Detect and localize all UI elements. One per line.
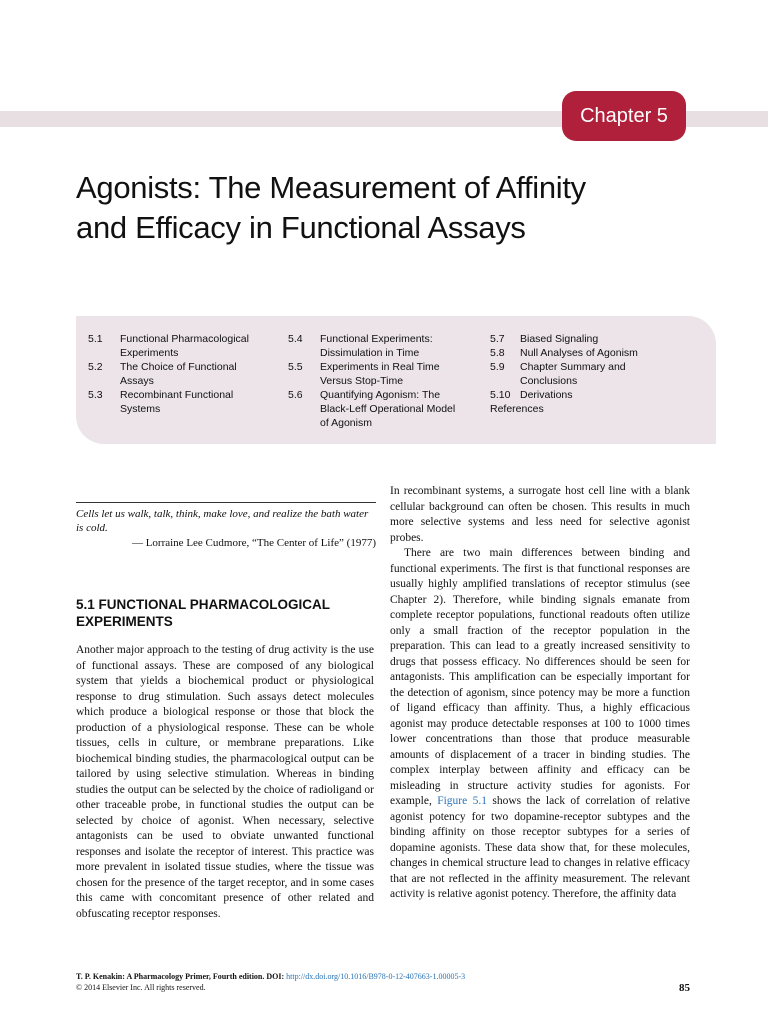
- toc-item[interactable]: [288, 360, 464, 388]
- left-column: [76, 643, 374, 922]
- toc-number: 5.1: [88, 333, 103, 345]
- toc-label: Biased Signaling: [520, 333, 599, 345]
- section-heading: 5.1 FUNCTIONAL PHARMACOLOGICAL EXPERIMENTS: [76, 597, 330, 629]
- toc-item[interactable]: [490, 332, 666, 346]
- toc-label: References: [490, 403, 544, 415]
- toc-item[interactable]: [490, 346, 666, 360]
- toc-item[interactable]: [288, 388, 464, 430]
- epigraph: [76, 502, 376, 550]
- epigraph-quote: Cells let us walk, talk, think, make love, and realize the bath water is cold.: [76, 508, 369, 534]
- toc-label: The Choice of Functional Assays: [120, 361, 237, 387]
- toc-column-1: [88, 332, 258, 416]
- toc-number: 5.7: [490, 333, 505, 345]
- paragraph-text: There are two main differences between binding and functional experiments. The first is that functional responses are usually highly amplified translations of receptor stimulus (see Chapter 2). Therefore, while binding signals emanate from complete receptor populations, functional readouts often utilize only a small fraction of the receptor population in the preparation. This can lead to a greatly increased sensitivity to drugs that possess efficacy. No differences should be seen for antagonists. This amplification can be especially important for the detection of agonism, since potency may be more a function of ligand efficacy than affinity. Thus, a highly efficacious agonist may produce detectable responses at 100 to 1000 times lower concentrations than those that produce measurable amounts of displacement of a tracer in binding studies. The complex interplay between affinity and efficacy can be misleading in structure activity studies for agonists. For example,: [390, 547, 690, 807]
- body-paragraph: In recombinant systems, a surrogate host cell line with a blank cellular background can often be chosen. This results in much more selective systems and less need for selective agonist probes.: [390, 485, 690, 544]
- chapter-tab: [562, 91, 686, 141]
- toc-label: Derivations: [520, 389, 573, 401]
- toc-number: 5.2: [88, 361, 103, 373]
- body-paragraph: [390, 546, 690, 903]
- citation-line: [76, 971, 690, 982]
- epigraph-attribution: — Lorraine Lee Cudmore, “The Center of Life” (1977): [131, 537, 376, 549]
- toc-item[interactable]: [88, 332, 258, 360]
- toc-item-references[interactable]: [490, 402, 666, 416]
- page-footer: [76, 971, 690, 993]
- title-line-2: and Efficacy in Functional Assays: [76, 210, 526, 245]
- toc-number: 5.3: [88, 389, 103, 401]
- title-line-1: Agonists: The Measurement of Affinity: [76, 170, 586, 205]
- toc-label: Functional Experiments: Dissimulation in Time: [320, 333, 433, 359]
- toc-item[interactable]: [88, 388, 258, 416]
- toc-number: 5.10: [490, 389, 511, 401]
- toc-label: Quantifying Agonism: The Black-Leff Operational Model of Agonism: [320, 389, 456, 429]
- toc-item[interactable]: [490, 360, 666, 388]
- doi-link[interactable]: http://dx.doi.org/10.1016/B978-0-12-407663-1.00005-3: [286, 972, 466, 981]
- toc-number: 5.4: [288, 333, 303, 345]
- body-paragraph: Another major approach to the testing of drug activity is the use of functional assays. These are composed of any biological system that yields a biochemical product or physiological response to drug stimulation. Such assays detect molecules which produce a biological response or those that block the production of a physiological response. These can be whole tissues, cells in culture, or membrane preparations. Like biochemical binding studies, the pharmacological output can be tailored by using selective stimulation. Whereas in binding studies the output can be selected by the choice of radioligand or other traceable probe, in functional studies the output can be selected by choice of agonist. When necessary, selective antagonists can be used to obviate unwanted functional responses and isolate the receptor of interest. This practice was more prevalent in isolated tissue studies, where the tissue was chosen for the presence of the target receptor, and in some cases this came with concomitant presence of other related and obfuscating receptor responses.: [76, 644, 374, 920]
- citation-text: T. P. Kenakin: A Pharmacology Primer, Fourth edition. DOI:: [76, 972, 287, 981]
- figure-link[interactable]: Figure 5.1: [437, 795, 487, 807]
- toc-number: 5.8: [490, 347, 505, 359]
- paragraph-text: shows the lack of correlation of relative agonist potency for two dopamine-receptor subtypes and the binding affinity on those receptor subtypes for a series of dopamine agonists. These data show that, for these molecules, changes in chemical structure lead to changes in relative efficacy that are not reflected in the affinity measurement. The relevant activity is relative agonist potency. Therefore, the affinity data: [390, 795, 690, 900]
- toc-number: 5.5: [288, 361, 303, 373]
- copyright: © 2014 Elsevier Inc. All rights reserved.: [76, 983, 206, 992]
- toc-label: Functional Pharmacological Experiments: [120, 333, 249, 359]
- chapter-label: Chapter 5: [580, 104, 668, 127]
- toc-item[interactable]: [490, 388, 666, 402]
- toc-label: Chapter Summary and Conclusions: [520, 361, 626, 387]
- toc-label: Experiments in Real Time Versus Stop-Time: [320, 361, 440, 387]
- toc-number: 5.6: [288, 389, 303, 401]
- toc-column-2: [288, 332, 464, 430]
- right-column: [390, 484, 690, 903]
- toc-label: Null Analyses of Agonism: [520, 347, 638, 359]
- toc-column-3: [490, 332, 666, 416]
- page-number: 85: [679, 982, 690, 994]
- toc-label: Recombinant Functional Systems: [120, 389, 234, 415]
- toc-item[interactable]: [88, 360, 258, 388]
- toc-item[interactable]: [288, 332, 464, 360]
- toc-number: 5.9: [490, 361, 505, 373]
- table-of-contents: [76, 316, 716, 444]
- chapter-title: [76, 168, 716, 248]
